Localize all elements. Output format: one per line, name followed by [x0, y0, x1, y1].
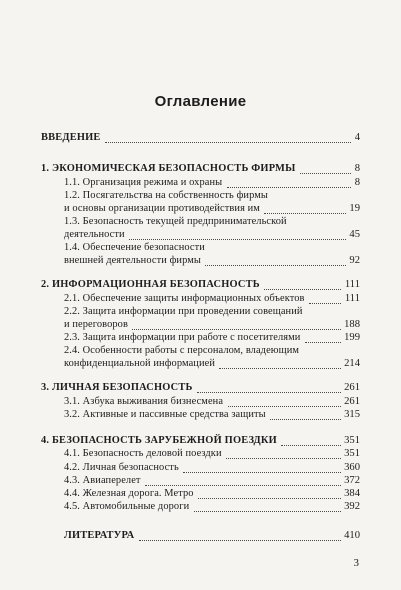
toc-section-2-4	[0, 344, 401, 358]
toc-leader-dots	[300, 173, 351, 174]
toc-entry-text: 2.4. Особенности работы с персоналом, владеющим	[64, 345, 300, 356]
toc-entry-page: 111	[344, 279, 360, 290]
toc-entry-page: 351	[344, 448, 360, 459]
toc-leader-dots	[281, 445, 341, 446]
toc-leader-dots	[228, 406, 341, 407]
toc-entry-text: 2.1. Обеспечение защиты информационных объектов	[64, 293, 305, 304]
toc-entry-text: и переговоров	[64, 319, 128, 330]
toc-entry-page: 214	[344, 358, 360, 369]
toc-entry-text: 4.2. Личная безопасность	[64, 462, 179, 473]
toc-entry-text: конфиденциальной информацией	[64, 358, 215, 369]
toc-section-4-1	[0, 447, 401, 461]
toc-leader-dots	[264, 289, 341, 290]
toc-chapter-4	[0, 434, 401, 448]
toc-leader-dots	[183, 472, 341, 473]
toc-chapter-2	[0, 278, 401, 292]
toc-entry-page: 92	[349, 255, 360, 266]
toc-section-1-1	[0, 176, 401, 190]
toc-section-1-3-cont	[0, 228, 401, 242]
toc-entry-page: 360	[344, 462, 360, 473]
toc-entry-text: 2.2. Защита информации при проведении совещаний	[64, 306, 303, 317]
toc-leader-dots	[132, 329, 341, 330]
toc-entry-text: 2. ИНФОРМАЦИОННАЯ БЕЗОПАСНОСТЬ	[41, 279, 260, 290]
toc-entry-text: ЛИТЕРАТУРА	[64, 530, 135, 541]
toc-entry-page: 392	[344, 501, 360, 512]
toc-entry-page: 8	[354, 177, 360, 188]
toc-entry-text: 4. БЕЗОПАСНОСТЬ ЗАРУБЕЖНОЙ ПОЕЗДКИ	[41, 435, 277, 446]
toc-entry-text: 1.1. Организация режима и охраны	[64, 177, 223, 188]
toc-entry-text: 3. ЛИЧНАЯ БЕЗОПАСНОСТЬ	[41, 382, 193, 393]
toc-section-4-3	[0, 474, 401, 488]
toc-entry-text: 1.4. Обеспечение безопасности	[64, 242, 205, 253]
toc-entry-page: 315	[344, 409, 360, 420]
toc-entry-text: 1. ЭКОНОМИЧЕСКАЯ БЕЗОПАСНОСТЬ ФИРМЫ	[41, 163, 296, 174]
toc-leader-dots	[264, 213, 346, 214]
toc-leader-dots	[205, 265, 346, 266]
toc-section-2-1	[0, 292, 401, 306]
toc-section-3-2	[0, 408, 401, 422]
toc-leader-dots	[226, 458, 341, 459]
toc-entry-page: 261	[344, 396, 360, 407]
toc-section-3-1	[0, 395, 401, 409]
toc-leader-dots	[219, 368, 341, 369]
toc-entry-page: 4	[354, 132, 360, 143]
toc-entry-page: 8	[354, 163, 360, 174]
toc-section-1-2-cont	[0, 202, 401, 216]
toc-entry-text: 4.4. Железная дорога. Метро	[64, 488, 194, 499]
toc-section-4-2	[0, 461, 401, 475]
toc-leader-dots	[194, 511, 341, 512]
toc-entry-text: 2.3. Защита информации при работе с посетителями	[64, 332, 301, 343]
toc-chapter-3	[0, 381, 401, 395]
toc-entry-text: 3.2. Активные и пассивные средства защиты	[64, 409, 266, 420]
toc-section-2-2-cont	[0, 318, 401, 332]
toc-leader-dots	[197, 392, 341, 393]
toc-leader-dots	[105, 142, 351, 143]
toc-entry-page: 384	[344, 488, 360, 499]
toc-section-2-2	[0, 305, 401, 319]
toc-section-1-3	[0, 215, 401, 229]
toc-section-1-4-cont	[0, 254, 401, 268]
toc-entry-text: 4.5. Автомобильные дороги	[64, 501, 190, 512]
toc-entry-page: 45	[349, 229, 360, 240]
toc-literature	[0, 529, 401, 543]
toc-entry-text: 4.3. Авиаперелет	[64, 475, 141, 486]
toc-leader-dots	[305, 342, 341, 343]
toc-entry-page: 19	[349, 203, 360, 214]
toc-leader-dots	[270, 419, 341, 420]
toc-entry-text: ВВЕДЕНИЕ	[41, 132, 101, 143]
page-number: 3	[353, 557, 359, 569]
toc-section-2-3	[0, 331, 401, 345]
toc-section-1-2	[0, 189, 401, 203]
toc-entry-page: 111	[344, 293, 360, 304]
toc-entry-text: 3.1. Азбука выживания бизнесмена	[64, 396, 224, 407]
toc-leader-dots	[309, 303, 341, 304]
toc-leader-dots	[227, 187, 351, 188]
toc-entry-introduction	[0, 131, 401, 145]
toc-section-4-5	[0, 500, 401, 514]
toc-entry-page: 372	[344, 475, 360, 486]
toc-entry-page: 261	[344, 382, 360, 393]
toc-leader-dots	[145, 485, 341, 486]
toc-entry-page: 188	[344, 319, 360, 330]
toc-entry-page: 199	[344, 332, 360, 343]
toc-entry-page: 351	[344, 435, 360, 446]
toc-entry-text: 1.2. Посягательства на собственность фирмы	[64, 190, 268, 201]
toc-entry-text: 1.3. Безопасность текущей предпринимательской	[64, 216, 287, 227]
toc-entry-text: внешней деятельности фирмы	[64, 255, 201, 266]
toc-entry-text: и основы организации противодействия им	[64, 203, 260, 214]
toc-leader-dots	[139, 540, 341, 541]
toc-chapter-1	[0, 162, 401, 176]
page-title: Оглавление	[154, 93, 247, 110]
toc-entry-text: 4.1. Безопасность деловой поездки	[64, 448, 222, 459]
toc-section-4-4	[0, 487, 401, 501]
toc-entry-text: деятельности	[64, 229, 125, 240]
toc-section-1-4	[0, 241, 401, 255]
toc-leader-dots	[129, 239, 346, 240]
toc-entry-page: 410	[344, 530, 360, 541]
toc-section-2-4-cont	[0, 357, 401, 371]
toc-leader-dots	[198, 498, 341, 499]
